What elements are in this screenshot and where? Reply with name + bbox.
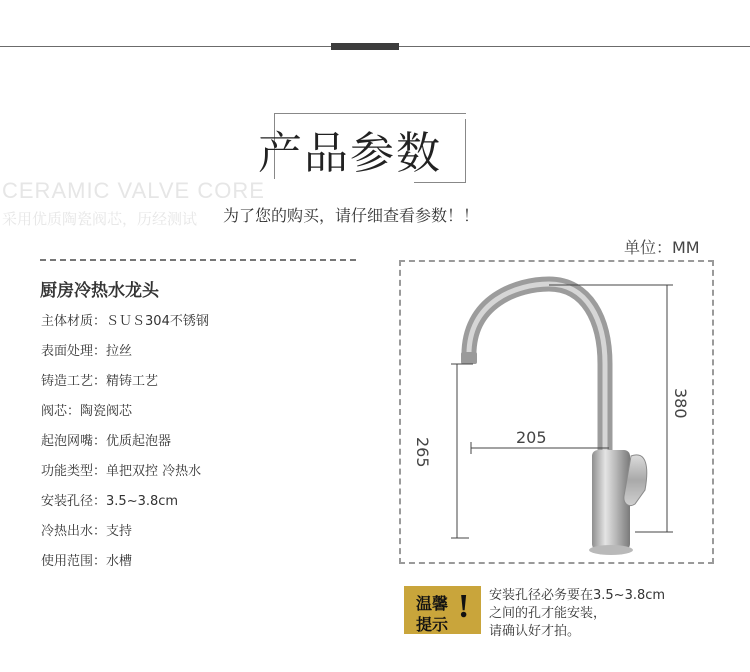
spec-separator: ： (67, 404, 81, 419)
watermark-english: CERAMIC VALVE CORE (2, 178, 265, 203)
dimension-spout-height-label: 265 (413, 437, 432, 468)
notice-text-line2: 之间的孔才能安装， (489, 606, 607, 621)
spec-value: 单把双控 冷热水 (106, 464, 202, 479)
notice-text-line1: 安装孔径必务要在3.5~3.8cm (489, 588, 666, 603)
dimension-reach-label: 205 (516, 428, 547, 447)
spec-label: 冷热出水 (41, 524, 94, 539)
exclamation-icon: ! (458, 588, 470, 625)
spec-value: 优质起泡器 (106, 434, 172, 449)
unit-label: 单位：MM (624, 238, 700, 257)
spec-row-valve (41, 400, 132, 419)
spec-value: 拉丝 (106, 344, 133, 359)
faucet-diagram (399, 260, 715, 566)
top-divider-accent (331, 43, 399, 50)
spec-value: 水槽 (106, 554, 133, 569)
spec-row-hole-size (41, 490, 178, 509)
spec-value: ＳＵＳ304不锈钢 (106, 314, 209, 329)
spec-label: 起泡网嘴 (41, 434, 94, 449)
spec-value: 陶瓷阀芯 (80, 404, 133, 419)
spec-value: 3.5~3.8cm (106, 494, 179, 509)
spec-separator: ： (93, 374, 107, 389)
spec-value: 精铸工艺 (106, 374, 159, 389)
spec-row-water (41, 520, 132, 539)
notice-badge (404, 586, 481, 634)
spec-separator: ： (93, 344, 107, 359)
spec-row-usage (41, 550, 132, 569)
spec-label: 铸造工艺 (41, 374, 94, 389)
spec-value: 支持 (106, 524, 133, 539)
page-title: 产品参数 (258, 128, 442, 179)
spec-row-casting (41, 370, 158, 389)
spec-row-function (41, 460, 201, 479)
page-subtitle: 为了您的购买，请仔细查看参数！！ (223, 206, 480, 225)
spec-row-aerator (41, 430, 171, 449)
spec-separator: ： (93, 314, 107, 329)
spec-separator: ： (93, 434, 107, 449)
spec-separator: ： (93, 464, 107, 479)
product-name: 厨房冷热水龙头 (40, 281, 159, 301)
notice-badge-line1: 温馨 (416, 594, 449, 613)
spec-separator: ： (93, 524, 107, 539)
spec-separator: ： (93, 554, 107, 569)
dimension-line-265 (451, 364, 473, 538)
spec-row-material (41, 310, 209, 329)
spec-label: 使用范围 (41, 554, 94, 569)
spec-label: 功能类型 (41, 464, 94, 479)
spec-row-finish (41, 340, 132, 359)
spec-dashed-divider (40, 259, 356, 261)
spec-label: 安装孔径 (41, 494, 94, 509)
spec-label: 表面处理 (41, 344, 94, 359)
watermark-chinese: 采用优质陶瓷阀芯，历经测试 (2, 210, 198, 228)
spec-label: 阀芯 (41, 404, 68, 419)
spec-separator: ： (93, 494, 107, 509)
spec-label: 主体材质 (41, 314, 94, 329)
notice-badge-line2: 提示 (416, 615, 449, 634)
dimension-total-height-label: 380 (671, 388, 690, 419)
faucet-aerator (461, 352, 477, 364)
notice-text-line3: 请确认好才拍。 (489, 624, 581, 639)
